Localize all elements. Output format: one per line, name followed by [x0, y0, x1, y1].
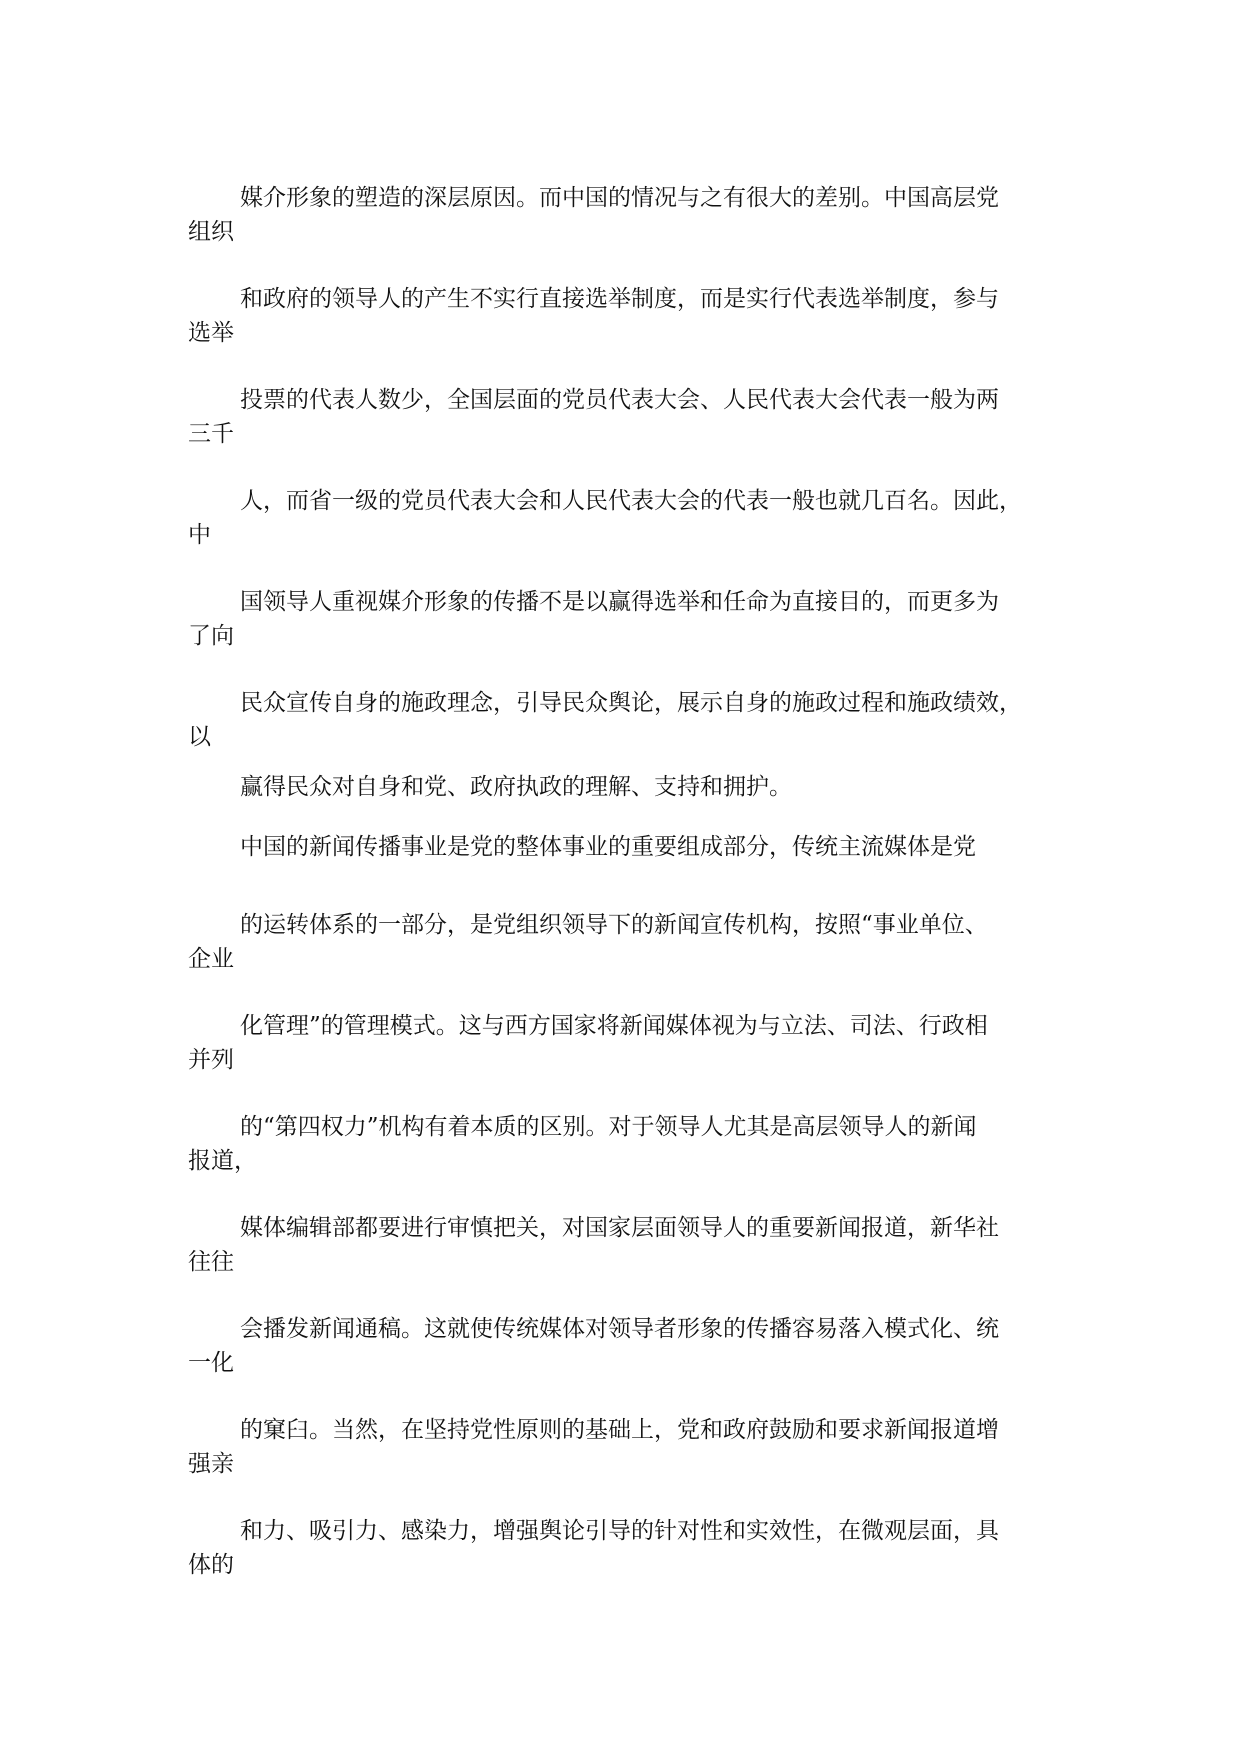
paragraph-line-continuation: 三千 [188, 421, 234, 447]
paragraph-line: 和政府的领导人的产生不实行直接选举制度，而是实行代表选举制度，参与 [240, 286, 999, 312]
paragraph-line-continuation: 中 [188, 522, 211, 548]
paragraph-line-continuation: 往往 [188, 1249, 234, 1275]
paragraph-line: 媒体编辑部都要进行审慎把关，对国家层面领导人的重要新闻报道，新华社 [240, 1215, 999, 1241]
paragraph-line-continuation: 报道， [188, 1148, 257, 1174]
paragraph-line: 国领导人重视媒介形象的传播不是以赢得选举和任命为直接目的，而更多为 [240, 589, 999, 615]
paragraph-line-continuation: 选举 [188, 320, 234, 346]
paragraph-line: 会播发新闻通稿。这就使传统媒体对领导者形象的传播容易落入模式化、统 [240, 1316, 999, 1342]
text-paragraph [188, 383, 1058, 451]
paragraph-line-continuation: 企业 [188, 946, 234, 972]
text-paragraph [188, 282, 1058, 350]
text-paragraph [188, 770, 1058, 804]
paragraph-line: 的窠臼。当然，在坚持党性原则的基础上，党和政府鼓励和要求新闻报道增 [240, 1417, 999, 1443]
text-paragraph [188, 585, 1058, 653]
text-paragraph [188, 1211, 1058, 1279]
text-paragraph [188, 1514, 1058, 1582]
paragraph-line-continuation: 一化 [188, 1350, 234, 1376]
text-paragraph [188, 181, 1058, 249]
text-paragraph [188, 1009, 1058, 1077]
paragraph-line: 的运转体系的一部分，是党组织领导下的新闻宣传机构，按照“事业单位、 [240, 912, 988, 938]
text-paragraph [188, 1312, 1058, 1380]
paragraph-line-continuation: 并列 [188, 1047, 234, 1073]
paragraph-line: 的“第四权力”机构有着本质的区别。对于领导人尤其是高层领导人的新闻 [240, 1114, 977, 1140]
text-paragraph [188, 908, 1058, 976]
paragraph-line-continuation: 了向 [188, 623, 234, 649]
paragraph-line-continuation: 体的 [188, 1552, 234, 1578]
paragraph-line-continuation: 以 [188, 724, 211, 750]
paragraph-line: 投票的代表人数少，全国层面的党员代表大会、人民代表大会代表一般为两 [240, 387, 999, 413]
paragraph-line: 民众宣传自身的施政理念，引导民众舆论，展示自身的施政过程和施政绩效， [240, 690, 1022, 716]
text-paragraph [188, 1413, 1058, 1481]
text-paragraph [188, 1110, 1058, 1178]
paragraph-line: 媒介形象的塑造的深层原因。而中国的情况与之有很大的差别。中国高层党 [240, 185, 999, 211]
text-paragraph [188, 484, 1058, 552]
paragraph-line: 人，而省一级的党员代表大会和人民代表大会的代表一般也就几百名。因此， [240, 488, 1022, 514]
paragraph-line: 赢得民众对自身和党、政府执政的理解、支持和拥护。 [240, 774, 792, 800]
paragraph-line-continuation: 组织 [188, 219, 234, 245]
paragraph-line: 化管理”的管理模式。这与西方国家将新闻媒体视为与立法、司法、行政相 [240, 1013, 988, 1039]
text-paragraph [188, 686, 1058, 754]
text-paragraph [188, 830, 1058, 864]
paragraph-line-continuation: 强亲 [188, 1451, 234, 1477]
paragraph-line: 和力、吸引力、感染力，增强舆论引导的针对性和实效性，在微观层面，具 [240, 1518, 999, 1544]
paragraph-line: 中国的新闻传播事业是党的整体事业的重要组成部分，传统主流媒体是党 [240, 834, 976, 860]
